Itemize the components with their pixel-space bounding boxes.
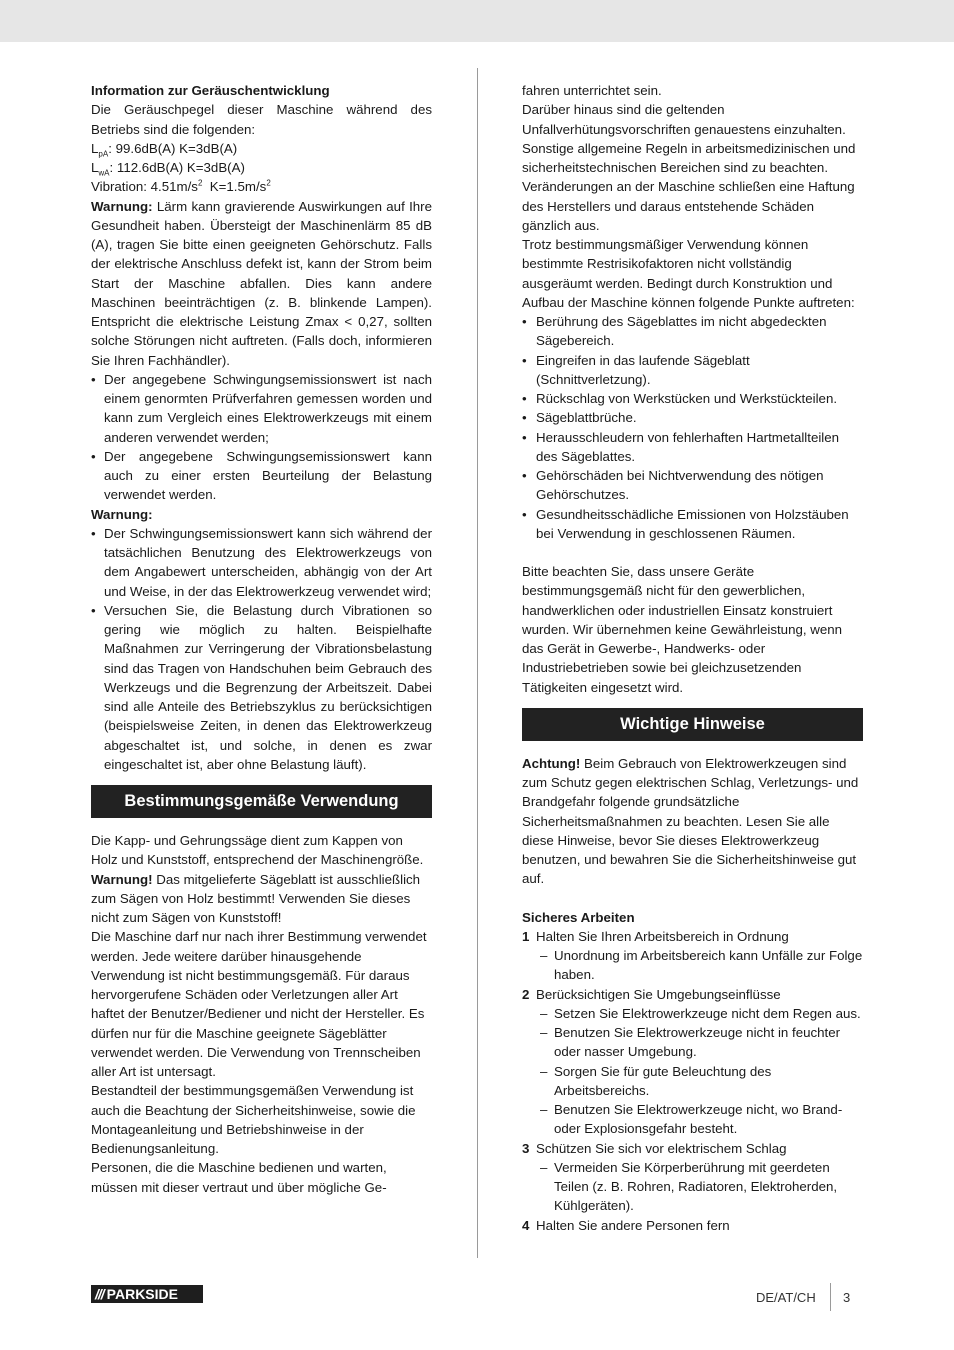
- lwa-subscript: wA: [98, 168, 110, 178]
- vibration-line: [91, 177, 432, 196]
- page-number: 3: [843, 1290, 851, 1305]
- warning-text: Lärm kann gravierende Auswirkungen auf Ihre Gesundheit haben. Übersteigt der Maschinenlärm 85 dB (A), tragen Sie bitte einen geeigneten Gehörschutz. Falls der elektrische Anschluss defekt ist, kann der Strom beim Start der Maschine abfallen. Dies kann andere Maschinen beeinträchtigen (z. B. blinkende Lampen). Entspricht die elektrische Leistung Zmax < 0,27, sollten solche Störungen nicht auftreten. (Falls doch, informieren Sie Ihren Fachhändler).: [91, 198, 432, 368]
- column-divider: [477, 68, 478, 1258]
- paragraph: Bitte beachten Sie, dass unsere Geräte bestimmungsgemäß nicht für den gewerblichen, handwerklichen oder industriellen Einsatz konstruiert wurden. Wir übernehmen keine Gewährleistung, wenn das Gerät in Gewerbe-, Handwerks- oder Industriebetrieben sowie bei gleichzusetzenden Tätigkeiten eingesetzt wird.: [522, 564, 843, 695]
- paragraph: Veränderungen an der Maschine schließen eine Haftung des Herstellers und daraus entstehende Schäden gänzlich aus.: [522, 179, 855, 233]
- item-number: 1: [522, 928, 530, 944]
- list-item: • Berührung des Sägeblattes im nicht abgedeckten Sägebereich.: [522, 312, 863, 351]
- parkside-logo: [91, 1285, 203, 1303]
- lpa-value: : 99.6dB(A) K=3dB(A): [108, 140, 238, 156]
- sub-item: – Vermeiden Sie Körperberührung mit geerdeten Teilen (z. B. Rohren, Radiatoren, Elektroherden, Kühlgeräten).: [522, 1158, 863, 1216]
- list-item: • Rückschlag von Werkstücken und Werkstückteilen.: [522, 389, 863, 408]
- sub-item: – Benutzen Sie Elektrowerkzeuge nicht in feuchter oder nasser Umgebung.: [522, 1023, 863, 1062]
- lwa-value: : 112.6dB(A) K=3dB(A): [109, 160, 245, 175]
- warning-vibration-label: Warnung:: [91, 506, 153, 522]
- vibration-exponent: 2: [197, 178, 203, 188]
- right-column: [522, 81, 863, 1235]
- list-item: • Gehörschäden bei Nichtverwendung des nötigen Gehörschutzes.: [522, 466, 863, 505]
- section-heading-important-notes: Wichtige Hinweise: [522, 708, 863, 741]
- lpa-symbol: L: [91, 140, 99, 156]
- vibration-k-value: K=1.5m/s: [202, 179, 267, 195]
- list-item: • Der angegebene Schwingungsemissionswert kann auch zu einer ersten Beurteilung der Belastung verwendet werden.: [91, 447, 432, 505]
- list-item: • Versuchen Sie, die Belastung durch Vibrationen so gering wie möglich zu halten. Beispielhafte Maßnahmen zur Verringerung der Vibrationsbelastung sind das Tragen von Handschuhen beim Gebrauch des Werkzeugs und die Begrenzung der Arbeitszeit. Dabei sind alle Anteile des Betriebszyklus zu berücksichtigen (beispielsweise Zeiten, in denen das Elektrowerkzeug abgeschaltet ist, und solche, in denen es zwar eingeschaltet ist, aber ohne Belastung läuft).: [91, 601, 432, 774]
- vibration-warning-list: [91, 524, 432, 774]
- section-heading-intended-use: Bestimmungsgemäße Verwendung: [91, 785, 432, 818]
- list-item: • Eingreifen in das laufende Sägeblatt (Schnittverletzung).: [522, 351, 863, 390]
- list-item: • Herausschleudern von fehlerhaften Hartmetallteilen des Sägeblattes.: [522, 428, 863, 467]
- item-text: Berücksichtigen Sie Umgebungseinflüsse: [536, 986, 781, 1002]
- item-number: 3: [522, 1140, 530, 1156]
- footer-divider: [830, 1283, 831, 1311]
- list-item: • Der Schwingungsemissionswert kann sich während der tatsächlichen Benutzung des Elektrowerkzeugs von dem Angabewert unterscheiden, abhängig von der Art und Weise, in der das Elektrowerkzeug verwendet wird;: [91, 524, 432, 601]
- sub-item: – Benutzen Sie Elektrowerkzeuge nicht, wo Brand- oder Explosionsgefahr besteht.: [522, 1100, 863, 1139]
- sub-item: – Unordnung im Arbeitsbereich kann Unfälle zur Folge haben.: [522, 946, 863, 985]
- list-item: • Sägeblattbrüche.: [522, 408, 863, 427]
- use-paragraph: Personen, die die Maschine bedienen und warten, müssen mit dieser vertraut und über mögliche Ge-: [91, 1160, 387, 1195]
- warning-noise: [91, 197, 432, 370]
- paragraph: Trotz bestimmungsmäßiger Verwendung können bestimmte Restrisikofaktoren nicht vollständig ausgeräumt werden. Bedingt durch Konstruktion und Aufbau der Maschine können folgende Punkte auftreten:: [522, 237, 855, 310]
- noise-heading: Information zur Geräuschentwicklung: [91, 83, 330, 98]
- sub-item: – Setzen Sie Elektrowerkzeuge nicht dem Regen aus.: [522, 1004, 863, 1023]
- use-warning-label: Warnung!: [91, 871, 153, 887]
- attention-text: Beim Gebrauch von Elektrowerkzeugen sind zum Schutz gegen elektrischen Schlag, Verletzungs- und Brandgefahr folgende grundsätzliche Sicherheitsmaßnahmen zu beachten. Lesen Sie alle diese Hinweise, bevor Sie dieses Elektrowerkzeug benutzen, und bewahren Sie die Sicherheitshinweise gut auf.: [522, 755, 859, 887]
- vibration-info-list: [91, 370, 432, 505]
- numbered-item: [522, 927, 863, 946]
- noise-intro: Die Geräuschpegel dieser Maschine während des Betriebs sind die folgenden:: [91, 102, 432, 137]
- item-text: Halten Sie Ihren Arbeitsbereich in Ordnung: [536, 928, 789, 944]
- sub-item: – Sorgen Sie für gute Beleuchtung des Arbeitsbereichs.: [522, 1062, 863, 1101]
- paragraph: Sonstige allgemeine Regeln in arbeitsmedizinischen und sicherheitstechnischen Bereichen sind zu beachten.: [522, 140, 856, 175]
- lpa-subscript: pA: [98, 149, 109, 159]
- left-column: [91, 81, 432, 1197]
- use-paragraph: Die Kapp- und Gehrungssäge dient zum Kappen von Holz und Kunststoff, entsprechend der Maschinengröße.: [91, 833, 424, 868]
- paragraph: Darüber hinaus sind die geltenden Unfallverhütungsvorschriften genauestens einzuhalten.: [522, 102, 846, 137]
- logo-text: PARKSIDE: [106, 1286, 178, 1302]
- lwa-line: [91, 158, 432, 177]
- use-warning-text: Das mitgelieferte Sägeblatt ist ausschließlich zum Sägen von Holz bestimmt! Verwenden Sie dieses nicht zum Sägen von Kunststoff!: [91, 871, 421, 925]
- numbered-item: [522, 1216, 863, 1235]
- warning-label: Warnung:: [91, 198, 153, 214]
- item-text: Schützen Sie sich vor elektrischem Schlag: [536, 1140, 787, 1156]
- logo-stripes: ///: [95, 1286, 104, 1302]
- use-warning: [91, 870, 432, 928]
- numbered-item: [522, 985, 863, 1004]
- top-bar: [0, 0, 954, 42]
- vibration-value: Vibration: 4.51m/s: [91, 179, 198, 195]
- use-paragraph: Bestandteil der bestimmungsgemäßen Verwendung ist auch die Beachtung der Sicherheitshinweise, sowie die Montageanleitung und Betriebshinweise in der Bedienungsanleitung.: [91, 1083, 416, 1156]
- residual-risks-list: [522, 312, 863, 543]
- lwa-symbol: L: [91, 160, 99, 175]
- numbered-item: [522, 1139, 863, 1158]
- item-number: 2: [522, 986, 530, 1002]
- list-item: • Der angegebene Schwingungsemissionswert ist nach einem genormten Prüfverfahren gemessen worden und kann zum Vergleich eines Elektrowerkzeugs mit einem anderen verwendet werden;: [91, 370, 432, 447]
- use-paragraph: Die Maschine darf nur nach ihrer Bestimmung verwendet werden. Jede weitere darüber hinausgehende Verwendung ist nicht bestimmungsgemäß. Für daraus hervorgerufene Schäden oder Verletzungen aller Art haftet der Benutzer/Bediener und nicht der Hersteller. Es dürfen nur für die Maschine geeignete Sägeblätter verwendet werden. Die Verwendung von Trennscheiben aller Art ist untersagt.: [91, 929, 427, 1079]
- item-number: 4: [522, 1217, 530, 1233]
- attention-label: Achtung!: [522, 755, 581, 771]
- list-item: • Gesundheitsschädliche Emissionen von Holzstäuben bei Verwendung in geschlossenen Räumen.: [522, 505, 863, 544]
- lpa-line: [91, 139, 432, 158]
- vibration-k-exponent: 2: [266, 178, 271, 188]
- attention-paragraph: [522, 754, 863, 889]
- item-text: Halten Sie andere Personen fern: [536, 1217, 730, 1233]
- paragraph: fahren unterrichtet sein.: [522, 83, 662, 98]
- footer-language-codes: DE/AT/CH: [756, 1290, 816, 1305]
- safe-working-heading: Sicheres Arbeiten: [522, 909, 635, 925]
